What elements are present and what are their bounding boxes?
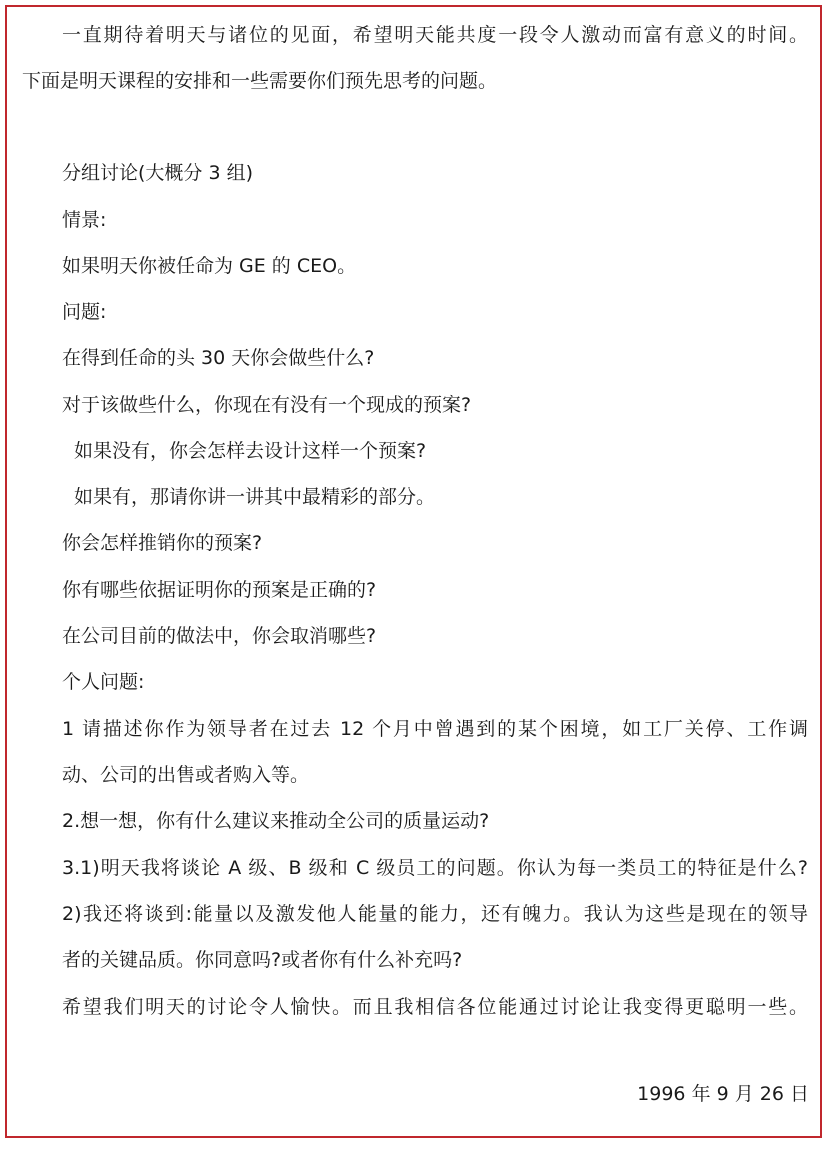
personal-heading: 个人问题:	[62, 671, 145, 693]
question-4: 你有哪些依据证明你的预案是正确的?	[62, 579, 377, 601]
intro-line-2: 下面是明天课程的安排和一些需要你们预先思考的问题。	[22, 70, 498, 92]
question-3: 你会怎样推销你的预案?	[62, 532, 263, 554]
questions-heading: 问题:	[62, 301, 107, 323]
personal-question-1-line-1: 1 请描述你作为领导者在过去 12 个月中曾遇到的某个困境，如工厂关停、工作调	[62, 718, 808, 740]
scenario-heading: 情景:	[62, 209, 107, 231]
personal-question-3-2-line-2: 者的关键品质。你同意吗?或者你有什么补充吗?	[62, 949, 463, 971]
personal-question-3-2-line-1: 2)我还将谈到:能量以及激发他人能量的能力，还有魄力。我认为这些是现在的领导	[62, 903, 808, 925]
intro-line-1: 一直期待着明天与诸位的见面，希望明天能共度一段令人激动而富有意义的时间。	[62, 24, 808, 46]
question-2a: 如果没有，你会怎样去设计这样一个预案?	[74, 440, 427, 462]
personal-question-1-line-2: 动、公司的出售或者购入等。	[62, 764, 310, 786]
question-2: 对于该做些什么，你现在有没有一个现成的预案?	[62, 394, 472, 416]
personal-question-2: 2.想一想，你有什么建议来推动全公司的质量运动?	[62, 810, 490, 832]
scenario-text: 如果明天你被任命为 GE 的 CEO。	[62, 255, 357, 277]
personal-question-3-1: 3.1)明天我将谈论 A 级、B 级和 C 级员工的问题。你认为每一类员工的特征是什么?	[62, 857, 808, 879]
question-5: 在公司目前的做法中，你会取消哪些?	[62, 625, 377, 647]
closing-line: 希望我们明天的讨论令人愉快。而且我相信各位能通过讨论让我变得更聪明一些。	[62, 996, 808, 1018]
group-discussion: 分组讨论(大概分 3 组)	[62, 162, 253, 184]
question-2b: 如果有，那请你讲一讲其中最精彩的部分。	[74, 486, 436, 508]
question-1: 在得到任命的头 30 天你会做些什么?	[62, 347, 375, 369]
letter-date: 1996 年 9 月 26 日	[637, 1083, 809, 1105]
